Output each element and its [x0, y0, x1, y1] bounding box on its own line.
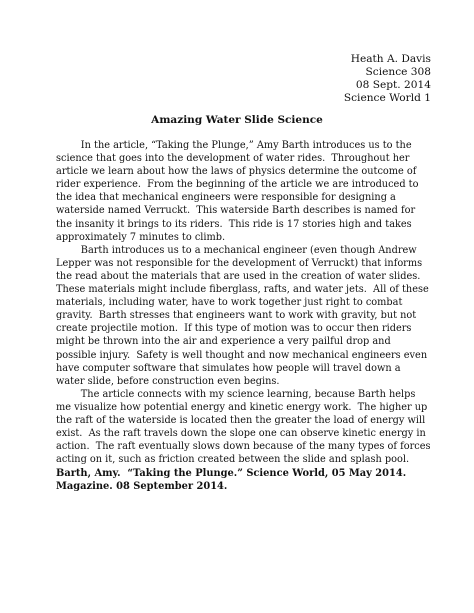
text-line: Lepper was not responsible for the development of Verruckt) that informs — [56, 257, 423, 269]
author-name: Heath A. Davis — [350, 53, 431, 65]
text-line: acting on it, such as friction created between the slide and splash pool. — [56, 454, 410, 466]
text-line: In the article, “Taking the Plunge,” Amy Barth introduces us to the — [56, 140, 412, 151]
text-line: the raft of the waterside is located then the greater the load of energy will — [56, 414, 426, 426]
text-line: might be thrown into the air and experience a very pailful drop and — [56, 336, 391, 348]
text-line: the insanity it brings to its riders. This ride is 17 stories high and takes — [56, 218, 412, 230]
text-line: create projectile motion. If this type of motion was to occur then riders — [56, 323, 412, 335]
paragraph-2 — [56, 244, 429, 388]
citation-line: Barth, Amy. “Taking the Plunge.” Science World, 05 May 2014. — [56, 468, 407, 479]
text-line: have computer software that simulates how people will travel down a — [56, 362, 401, 374]
citation-line: Magazine. 08 September 2014. — [56, 481, 228, 493]
text-line: materials, including water, have to work together just right to combat — [56, 297, 403, 309]
paragraph-3 — [56, 388, 431, 467]
paragraph-1 — [56, 139, 419, 244]
text-line: article we learn about how the laws of physics determine the outcome of — [56, 166, 417, 178]
works-cited — [56, 467, 419, 494]
text-line: action. The raft eventually slows down because of the many types of forces — [56, 441, 431, 453]
text-line: possible injury. Safety is well thought and now mechanical engineers even — [56, 349, 428, 361]
text-line: the idea that mechanical engineers were responsible for designing a — [56, 192, 396, 204]
document-title: Amazing Water Slide Science — [151, 114, 323, 126]
document-body — [56, 139, 431, 466]
text-line: approximately 7 minutes to climb. — [56, 231, 226, 243]
text-line: me visualize how potential energy and kinetic energy work. The higher up — [56, 401, 428, 413]
text-line: the read about the materials that are used in the creation of water slides. — [56, 270, 421, 282]
text-line: These materials might include fiberglass, rafts, and water jets. All of these — [56, 284, 429, 296]
text-line: science that goes into the development of water rides. Throughout her — [56, 153, 410, 165]
text-line: gravity. Barth stresses that engineers want to work with gravity, but not — [56, 310, 417, 322]
header-date: 08 Sept. 2014 — [355, 79, 431, 91]
course-name: Science 308 — [365, 66, 431, 78]
text-line: Barth introduces us to a mechanical engineer (even though Andrew — [56, 244, 417, 256]
text-line: exist. As the raft travels down the slope one can observe kinetic energy in — [56, 428, 426, 440]
text-line: water slide, before construction even begins. — [56, 375, 280, 387]
author-header — [344, 53, 431, 105]
text-line: rider experience. From the beginning of the article we are introduced to — [56, 179, 419, 191]
text-line: The article connects with my science learning, because Barth helps — [56, 388, 416, 400]
header-source-page: Science World 1 — [343, 92, 431, 104]
text-line: waterside named Verruckt. This waterside Barth describes is named for — [56, 205, 416, 217]
